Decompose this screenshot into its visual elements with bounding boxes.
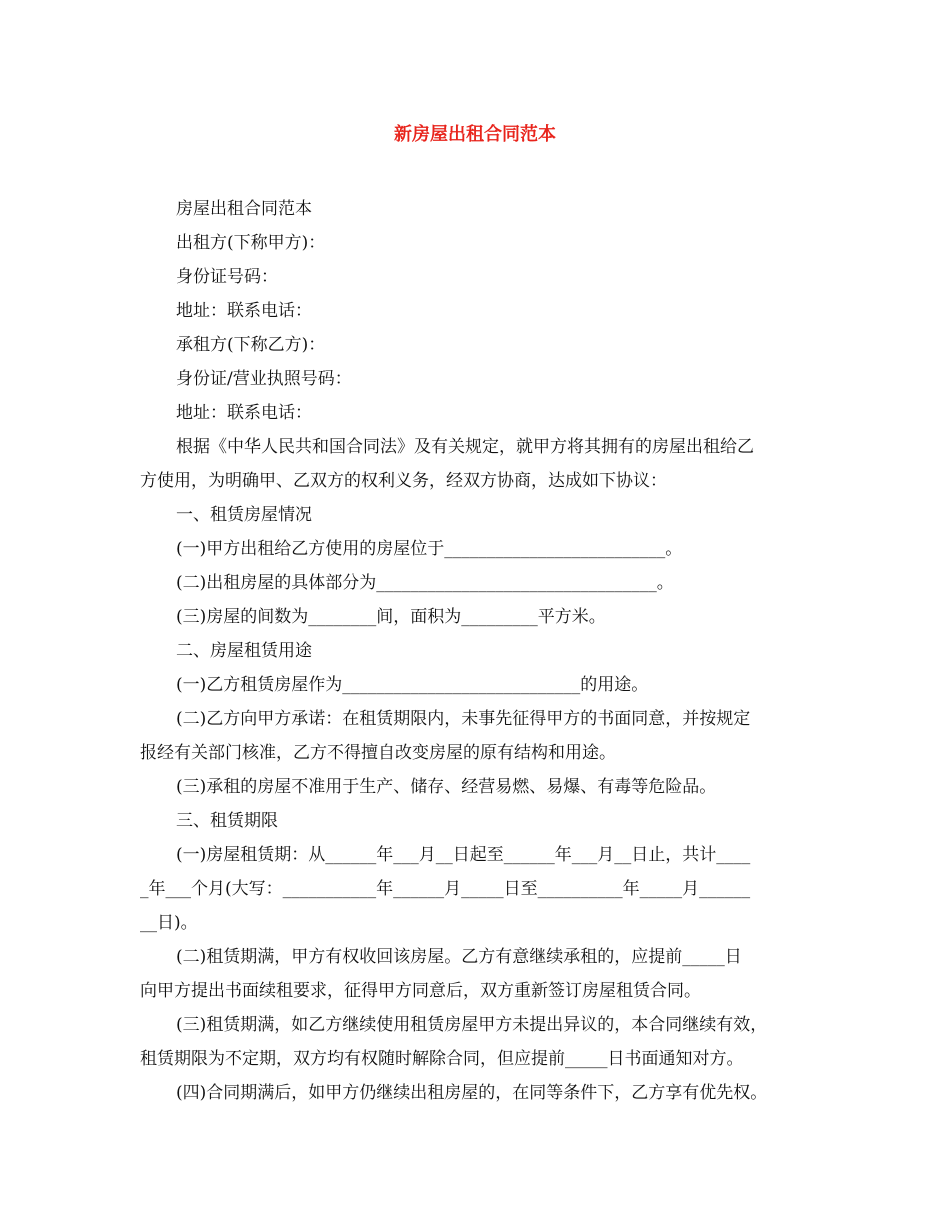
section-3-item-3-line-1: (三)租赁期满，如乙方继续使用租赁房屋甲方未提出异议的，本合同继续有效， [176,1015,768,1035]
paragraph-lessor: 出租方(下称甲方)： [176,233,326,253]
document-title: 新房屋出租合同范本 [394,124,556,145]
paragraph-lessee: 承租方(下称乙方)： [176,335,326,355]
section-3-item-1-line-3: __日)。 [140,913,198,933]
section-3-item-2 [140,940,820,1008]
section-3-item-4: (四)合同期满后，如甲方仍继续出租房屋的，在同等条件下，乙方享有优先权。 [176,1083,768,1103]
paragraph-lessor-address: 地址：联系电话： [176,301,312,321]
section-3-item-1 [140,838,820,940]
paragraph-intro [140,430,820,498]
paragraph-contract-name: 房屋出租合同范本 [176,199,312,219]
section-2-item-2 [140,702,820,770]
section-1-item-2: (二)出租房屋的具体部分为_________________________________。 [176,573,674,593]
section-2-item-2-line-1: (二)乙方向甲方承诺：在租赁期限内，未事先征得甲方的书面同意，并按规定 [176,709,751,729]
section-3-item-1-line-2: _年___个月(大写：___________年______月_____日至__________年_____月______ [140,879,751,899]
section-3-item-3 [140,1008,820,1076]
section-2-item-2-line-2: 报经有关部门核准，乙方不得擅自改变房屋的原有结构和用途。 [140,743,616,763]
section-1-heading: 一、租赁房屋情况 [176,505,312,525]
section-1-item-1: (一)甲方出租给乙方使用的房屋位于__________________________。 [176,539,683,559]
paragraph-lessee-id: 身份证/营业执照号码： [176,369,352,389]
intro-line-2: 方使用，为明确甲、乙双方的权利义务，经双方协商，达成如下协议： [140,471,667,491]
section-1-item-3: (三)房屋的间数为________间，面积为_________平方米。 [176,607,606,627]
section-3-heading: 三、租赁期限 [176,811,278,831]
paragraph-lessee-address: 地址：联系电话： [176,403,312,423]
section-2-heading: 二、房屋租赁用途 [176,641,312,661]
section-3-item-1-line-1: (一)房屋租赁期：从______年___月__日起至______年___月__日止，共计____ [176,845,751,865]
section-3-item-3-line-2: 租赁期限为不定期，双方均有权随时解除合同，但应提前_____日书面通知对方。 [140,1049,744,1069]
intro-line-1: 根据《中华人民共和国合同法》及有关规定，就甲方将其拥有的房屋出租给乙 [176,437,754,457]
paragraph-lessor-id: 身份证号码： [176,267,278,287]
section-2-item-1: (一)乙方租赁房屋作为____________________________的用途。 [176,675,649,695]
section-2-item-3: (三)承租的房屋不准用于生产、储存、经营易燃、易爆、有毒等危险品。 [176,777,717,797]
section-3-item-2-line-2: 向甲方提出书面续租要求，征得甲方同意后，双方重新签订房屋租赁合同。 [140,981,701,1001]
section-3-item-2-line-1: (二)租赁期满，甲方有权收回该房屋。乙方有意继续承租的，应提前_____日 [176,947,742,967]
document-body [140,192,820,1110]
